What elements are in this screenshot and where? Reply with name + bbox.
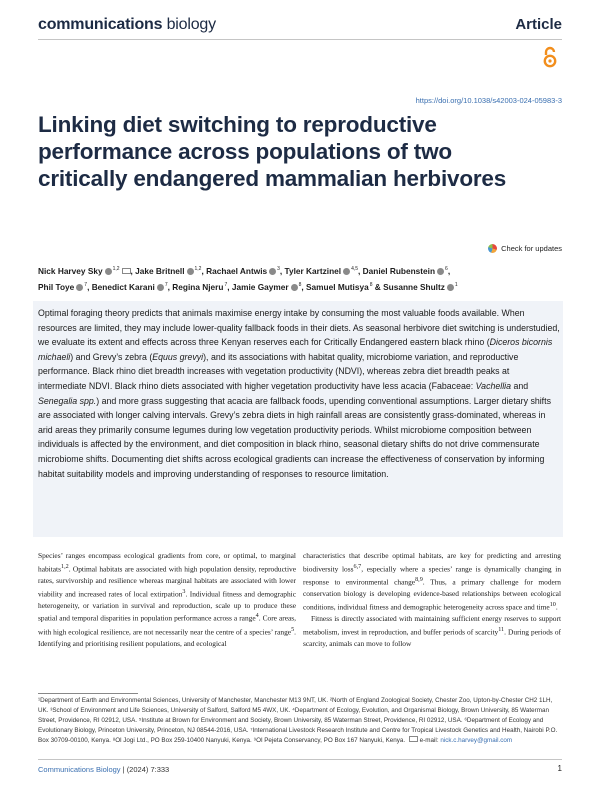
citation-ref[interactable]: 11 xyxy=(498,626,505,633)
orcid-icon[interactable] xyxy=(157,284,164,291)
abstract-text: Optimal foraging theory predicts that animals maximise energy intake by consuming the most valuable foods available. When resources are limited, they may include lower-quality fallback foods in their diets. As seasonal herbivore diet switching is understudied, we evaluate its extent and effects across three Kenyan reserves each for Critically Endangered eastern black rhino ( xyxy=(38,308,560,348)
mail-icon[interactable] xyxy=(122,268,131,274)
body-text: . Identifying and prioritising resilient populations, and ecological xyxy=(38,627,296,648)
body-paragraph xyxy=(303,550,561,613)
affiliation-ref: 7 xyxy=(224,281,228,288)
abstract-text: ), and its associations with habitat quality, microbiome variation, and reproductive performance. Black rhino diet breadth increases with vegetation productivity (NDVI), whereas zebra diet breadth peaks at intermediate NDVI. Black rhino diets associated with higher vegetation productivity have less acacia (Fabaceae: xyxy=(38,351,519,391)
body-text: , especially where a species’ range is dynamically changing in response to environmental change xyxy=(303,564,562,587)
orcid-icon[interactable] xyxy=(76,284,83,291)
affiliation-ref: 7 xyxy=(164,281,168,288)
citation-ref[interactable]: 8,9 xyxy=(415,576,423,583)
article-title: Linking diet switching to reproductive performance across populations of two critically endangered mammalian herbivores xyxy=(38,112,507,191)
footer-divider xyxy=(38,759,562,760)
body-paragraph xyxy=(303,613,561,650)
affiliation-ref: 8 xyxy=(369,281,373,288)
abstract-text: and xyxy=(511,380,529,391)
author-name[interactable]: Jamie Gaymer xyxy=(231,281,289,292)
citation-ref[interactable]: 4 xyxy=(255,613,259,620)
author-name[interactable]: Regina Njeru xyxy=(172,281,224,292)
species-name: Vachellia xyxy=(475,380,512,391)
orcid-icon[interactable] xyxy=(187,268,194,275)
body-text: . xyxy=(555,602,558,612)
check-for-updates-label: Check for updates xyxy=(501,244,562,253)
abstract-text: ) and more grass suggesting that acacia are fallback foods, upending conventional assumptions. Larger dietary shifts are associated with longer calving intervals. Grevy’s zebra diets in high rainfall areas are consistently grass-dominated, whereas in arid areas they primarily consume legumes during low vegetation productivity periods. Whilst microbiome composition between individuals is affected by the environment, and diet composition in black rhino, seasonal dietary shifts do not drive commensurate microbiome shifts. Documenting diet shifts across ecological gradients can increase the effectiveness of conservation by informing habitat suitability models and improving understanding of responses to resource limitation. xyxy=(38,395,551,479)
email-link[interactable]: nick.c.harvey@gmail.com xyxy=(440,736,513,744)
affiliation-ref: 7 xyxy=(84,281,88,288)
body-text: . Core areas, with high ecological resilience, are not necessarily near the centre of a species’ range xyxy=(38,613,296,637)
abstract xyxy=(38,306,560,481)
author-name[interactable]: Daniel Rubenstein xyxy=(362,265,436,276)
crossmark-icon xyxy=(488,244,497,253)
body-text: . During periods of scarcity, animals can move to follow xyxy=(303,627,561,648)
author-name[interactable]: Nick Harvey Sky xyxy=(38,265,103,276)
body-paragraph xyxy=(38,550,296,650)
body-text: characteristics that describe optimal habitats, are key for predicting and arresting biodiversity loss xyxy=(303,551,561,574)
body-text: . Individual fitness and demographic heterogeneity, or variation in survival and reproduction, scale up to produce these spatial and temporal disparities in population performance across a range xyxy=(38,589,297,623)
affiliation-ref: 3 xyxy=(277,266,280,272)
author-name[interactable]: Tyler Kartzinel xyxy=(284,265,342,276)
affiliations xyxy=(38,696,563,746)
body-text: Fitness is directly associated with maintaining sufficient energy reserves to support metabolism, invest in reproduction, and buffer periods of scarcity xyxy=(303,613,561,637)
author-name[interactable]: Samuel Mutisya xyxy=(306,281,369,292)
footer-citation xyxy=(38,765,169,774)
citation-ref[interactable]: 10 xyxy=(549,601,556,608)
author-list: Nick Harvey Sky $^{1,2}$ , Jake Britnell $^{1,2}$, Rachael Antwis $^3$, Tyler Kartzinel $^{4,5}$, Daniel Rubenstein $^6$, Phil Toye $^7$, Benedict Karani $^7$, Regina Njeru$^7$, Jamie Gaymer $^8$, Samuel Mutisya$^8$ & Susanne Shultz $^1$ xyxy=(38,265,458,292)
species-name: Equus grevyi xyxy=(152,351,204,362)
footer-journal-link[interactable]: Communications Biology xyxy=(38,765,121,774)
species-name: Senegalia spp. xyxy=(38,395,97,406)
affiliation-ref: 6 xyxy=(445,266,448,272)
mail-icon xyxy=(409,736,418,742)
citation-ref[interactable]: 3 xyxy=(182,588,186,595)
footnote-divider xyxy=(38,693,138,694)
footer-citation-text: (2024) 7:333 xyxy=(126,765,170,774)
journal-name xyxy=(38,16,216,34)
author-name[interactable]: Rachael Antwis xyxy=(206,265,268,276)
journal-name-light: biology xyxy=(166,16,216,33)
page-number: 1 xyxy=(557,764,562,773)
body-column-left xyxy=(38,550,296,650)
abstract-text: ) and Grevy’s zebra ( xyxy=(70,351,153,362)
author-name[interactable]: Susanne Shultz xyxy=(383,281,445,292)
orcid-icon[interactable] xyxy=(343,268,350,275)
orcid-icon[interactable] xyxy=(447,284,454,291)
citation-ref[interactable]: 5 xyxy=(291,626,295,633)
open-access-icon xyxy=(541,46,559,68)
body-column-right xyxy=(303,550,561,650)
orcid-icon[interactable] xyxy=(291,284,298,291)
body-text: . Optimal habitats are associated with high population density, reproductive rates, survivorship and resilience whereas marginal habitats are associated with lower viability and increased rates of local extirpation xyxy=(38,564,296,599)
affiliation-ref: 8 xyxy=(298,281,302,288)
citation-ref[interactable]: 6,7 xyxy=(353,563,362,570)
author-name[interactable]: Benedict Karani xyxy=(91,281,155,292)
footer-separator: | xyxy=(122,765,125,774)
orcid-icon[interactable] xyxy=(269,268,276,275)
citation-ref[interactable]: 1,2 xyxy=(61,563,69,570)
affiliation-ref: 1 xyxy=(454,281,458,288)
species-name: Diceros bicornis michaeli xyxy=(38,337,553,362)
affiliation-text: ¹Department of Earth and Environmental Sciences, University of Manchester, Manchester M13 9NT, UK. ²North of England Zoological Society, Chester Zoo, Upton-by-Chester CH2 1LH, UK. ³School of Environment and Life Sciences, University of Salford, Salford M5 4WX, UK. ⁴Department of Ecology, Evolution, and Organismal Biology, Brown University, 85 Waterman Street, Providence, RI 02912, USA. ⁵Institute at Brown for Environment and Society, Brown University, 85 Waterman Street, Providence, RI 02912, USA. ⁶Department of Ecology and Evolutionary Biology, Princeton University, Princeton, NJ 08544-2016, USA. ⁷International Livestock Research Institute and Centre for Tropical Livestock Genetics and Health, Nairobi P.O. Box 30709-00100, Kenya. ⁸Ol Jogi Ltd., PO Box 259-10400 Nanyuki, Kenya. ⁹Ol Pejeta Conservancy, PO Box 167 Nanyuki, Kenya. xyxy=(38,697,558,744)
body-text: . Thus, a primary challenge for modern conservation biology is developing evidence-based relationships between ecological conditions, individual fitness and demographic heterogeneity across space and time xyxy=(303,577,561,612)
body-text: Species’ ranges encompass ecological gradients from core, or optimal, to marginal habitats xyxy=(38,551,296,574)
header-divider xyxy=(38,39,562,40)
check-for-updates-button[interactable] xyxy=(488,244,562,253)
journal-name-bold: communications xyxy=(38,16,163,33)
email-label: e-mail: xyxy=(419,736,439,744)
orcid-icon[interactable] xyxy=(437,268,444,275)
orcid-icon[interactable] xyxy=(105,268,112,275)
author-name[interactable]: Phil Toye xyxy=(38,281,75,292)
affiliation-ref: 1,2 xyxy=(112,266,120,272)
affiliation-ref: 4,5 xyxy=(351,266,359,272)
author-name[interactable]: Jake Britnell xyxy=(135,265,185,276)
affiliation-ref: 1,2 xyxy=(194,266,202,272)
doi-link[interactable]: https://doi.org/10.1038/s42003-024-05983-3 xyxy=(415,96,562,105)
article-type-label: Article xyxy=(515,16,562,33)
